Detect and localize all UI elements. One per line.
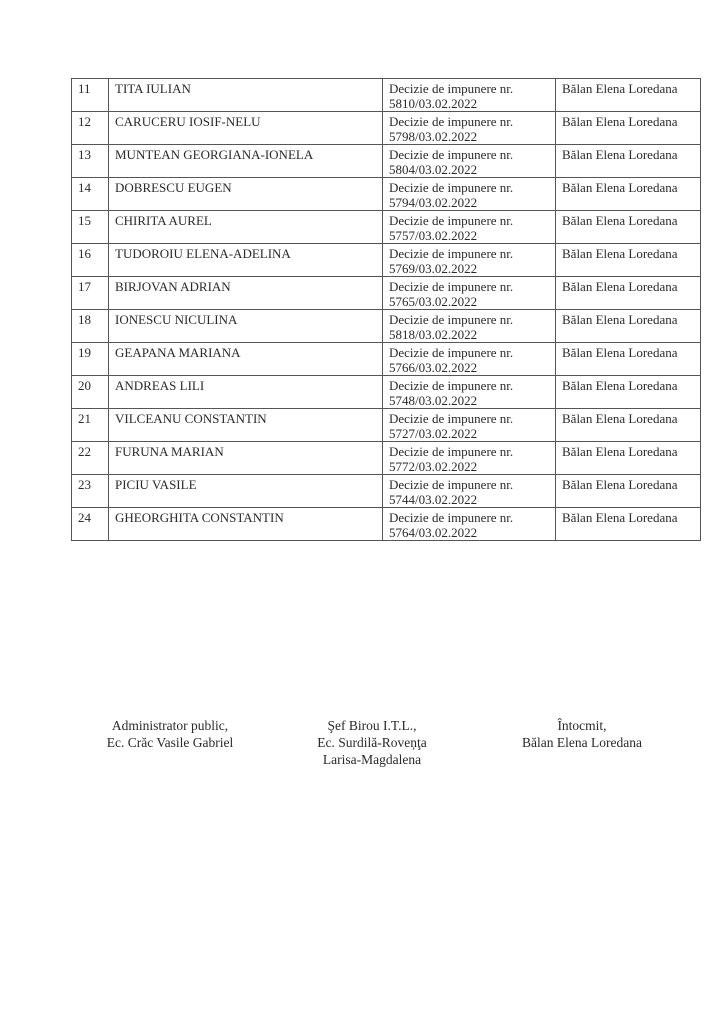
person-name-cell: VILCEANU CONSTANTIN [109,409,383,442]
signature-administrator [80,717,260,751]
decision-number: 5766/03.02.2022 [389,360,478,375]
decision-title: Decizie de impunere nr. [389,279,514,294]
responsible-cell: Bălan Elena Loredana [556,79,701,112]
decision-title: Decizie de impunere nr. [389,510,514,525]
table-row [72,211,701,244]
row-number-cell: 23 [72,475,109,508]
table-row [72,79,701,112]
responsible-cell: Bălan Elena Loredana [556,409,701,442]
decision-title: Decizie de impunere nr. [389,477,514,492]
person-name-cell: FURUNA MARIAN [109,442,383,475]
decision-number: 5818/03.02.2022 [389,327,478,342]
responsible-cell: Bălan Elena Loredana [556,310,701,343]
decision-title: Decizie de impunere nr. [389,147,514,162]
row-number-cell: 24 [72,508,109,541]
responsible-cell: Bălan Elena Loredana [556,376,701,409]
row-number-cell: 13 [72,145,109,178]
signature-name: Ec. Crăc Vasile Gabriel [106,735,234,750]
decision-cell [383,310,556,343]
signature-role: Şef Birou I.T.L., [327,718,417,733]
decision-cell [383,409,556,442]
records-table-body [72,79,701,541]
table-row [72,343,701,376]
signature-chief [292,717,452,768]
person-name-cell: BIRJOVAN ADRIAN [109,277,383,310]
person-name-cell: TITA IULIAN [109,79,383,112]
row-number-cell: 17 [72,277,109,310]
row-number-cell: 12 [72,112,109,145]
row-number-cell: 16 [72,244,109,277]
responsible-cell: Bălan Elena Loredana [556,343,701,376]
person-name-cell: GHEORGHITA CONSTANTIN [109,508,383,541]
decision-number: 5810/03.02.2022 [389,96,478,111]
row-number-cell: 21 [72,409,109,442]
decision-cell [383,475,556,508]
person-name-cell: ANDREAS LILI [109,376,383,409]
decision-number: 5765/03.02.2022 [389,294,478,309]
signature-role: Administrator public, [111,718,229,733]
responsible-cell: Bălan Elena Loredana [556,178,701,211]
person-name-cell: DOBRESCU EUGEN [109,178,383,211]
decision-number: 5798/03.02.2022 [389,129,478,144]
decision-cell [383,145,556,178]
decision-cell [383,277,556,310]
signature-role: Întocmit, [557,718,607,733]
decision-title: Decizie de impunere nr. [389,345,514,360]
table-row [72,508,701,541]
row-number-cell: 18 [72,310,109,343]
signature-name-line2: Larisa-Magdalena [322,752,422,767]
decision-number: 5804/03.02.2022 [389,162,478,177]
table-row [72,145,701,178]
decision-title: Decizie de impunere nr. [389,213,514,228]
table-row [72,310,701,343]
decision-cell [383,376,556,409]
table-row [72,475,701,508]
decision-cell [383,112,556,145]
decision-cell [383,79,556,112]
decision-cell [383,244,556,277]
responsible-cell: Bălan Elena Loredana [556,244,701,277]
decision-title: Decizie de impunere nr. [389,411,514,426]
row-number-cell: 14 [72,178,109,211]
decision-number: 5769/03.02.2022 [389,261,478,276]
table-row [72,376,701,409]
decision-title: Decizie de impunere nr. [389,246,514,261]
table-row [72,277,701,310]
decision-number: 5772/03.02.2022 [389,459,478,474]
responsible-cell: Bălan Elena Loredana [556,145,701,178]
responsible-cell: Bălan Elena Loredana [556,112,701,145]
records-table [71,78,701,541]
decision-cell [383,343,556,376]
decision-title: Decizie de impunere nr. [389,114,514,129]
row-number-cell: 15 [72,211,109,244]
decision-number: 5727/03.02.2022 [389,426,478,441]
row-number-cell: 20 [72,376,109,409]
decision-title: Decizie de impunere nr. [389,81,514,96]
person-name-cell: GEAPANA MARIANA [109,343,383,376]
decision-cell [383,178,556,211]
decision-title: Decizie de impunere nr. [389,444,514,459]
decision-number: 5748/03.02.2022 [389,393,478,408]
person-name-cell: IONESCU NICULINA [109,310,383,343]
decision-cell [383,211,556,244]
table-row [72,409,701,442]
decision-number: 5794/03.02.2022 [389,195,478,210]
person-name-cell: TUDOROIU ELENA-ADELINA [109,244,383,277]
person-name-cell: MUNTEAN GEORGIANA-IONELA [109,145,383,178]
decision-number: 5744/03.02.2022 [389,492,478,507]
signature-prepared [492,717,672,751]
decision-cell [383,508,556,541]
person-name-cell: CARUCERU IOSIF-NELU [109,112,383,145]
signature-name: Bălan Elena Loredana [522,735,642,750]
table-row [72,442,701,475]
decision-cell [383,442,556,475]
table-row [72,244,701,277]
row-number-cell: 19 [72,343,109,376]
row-number-cell: 11 [72,79,109,112]
decision-number: 5757/03.02.2022 [389,228,478,243]
decision-title: Decizie de impunere nr. [389,378,514,393]
decision-title: Decizie de impunere nr. [389,312,514,327]
responsible-cell: Bălan Elena Loredana [556,211,701,244]
responsible-cell: Bălan Elena Loredana [556,475,701,508]
person-name-cell: PICIU VASILE [109,475,383,508]
table-row [72,178,701,211]
table-row [72,112,701,145]
person-name-cell: CHIRITA AUREL [109,211,383,244]
responsible-cell: Bălan Elena Loredana [556,442,701,475]
signature-name-line1: Ec. Surdilă-Roveņţa [317,735,427,750]
responsible-cell: Bălan Elena Loredana [556,277,701,310]
decision-title: Decizie de impunere nr. [389,180,514,195]
decision-number: 5764/03.02.2022 [389,525,478,540]
responsible-cell: Bălan Elena Loredana [556,508,701,541]
row-number-cell: 22 [72,442,109,475]
